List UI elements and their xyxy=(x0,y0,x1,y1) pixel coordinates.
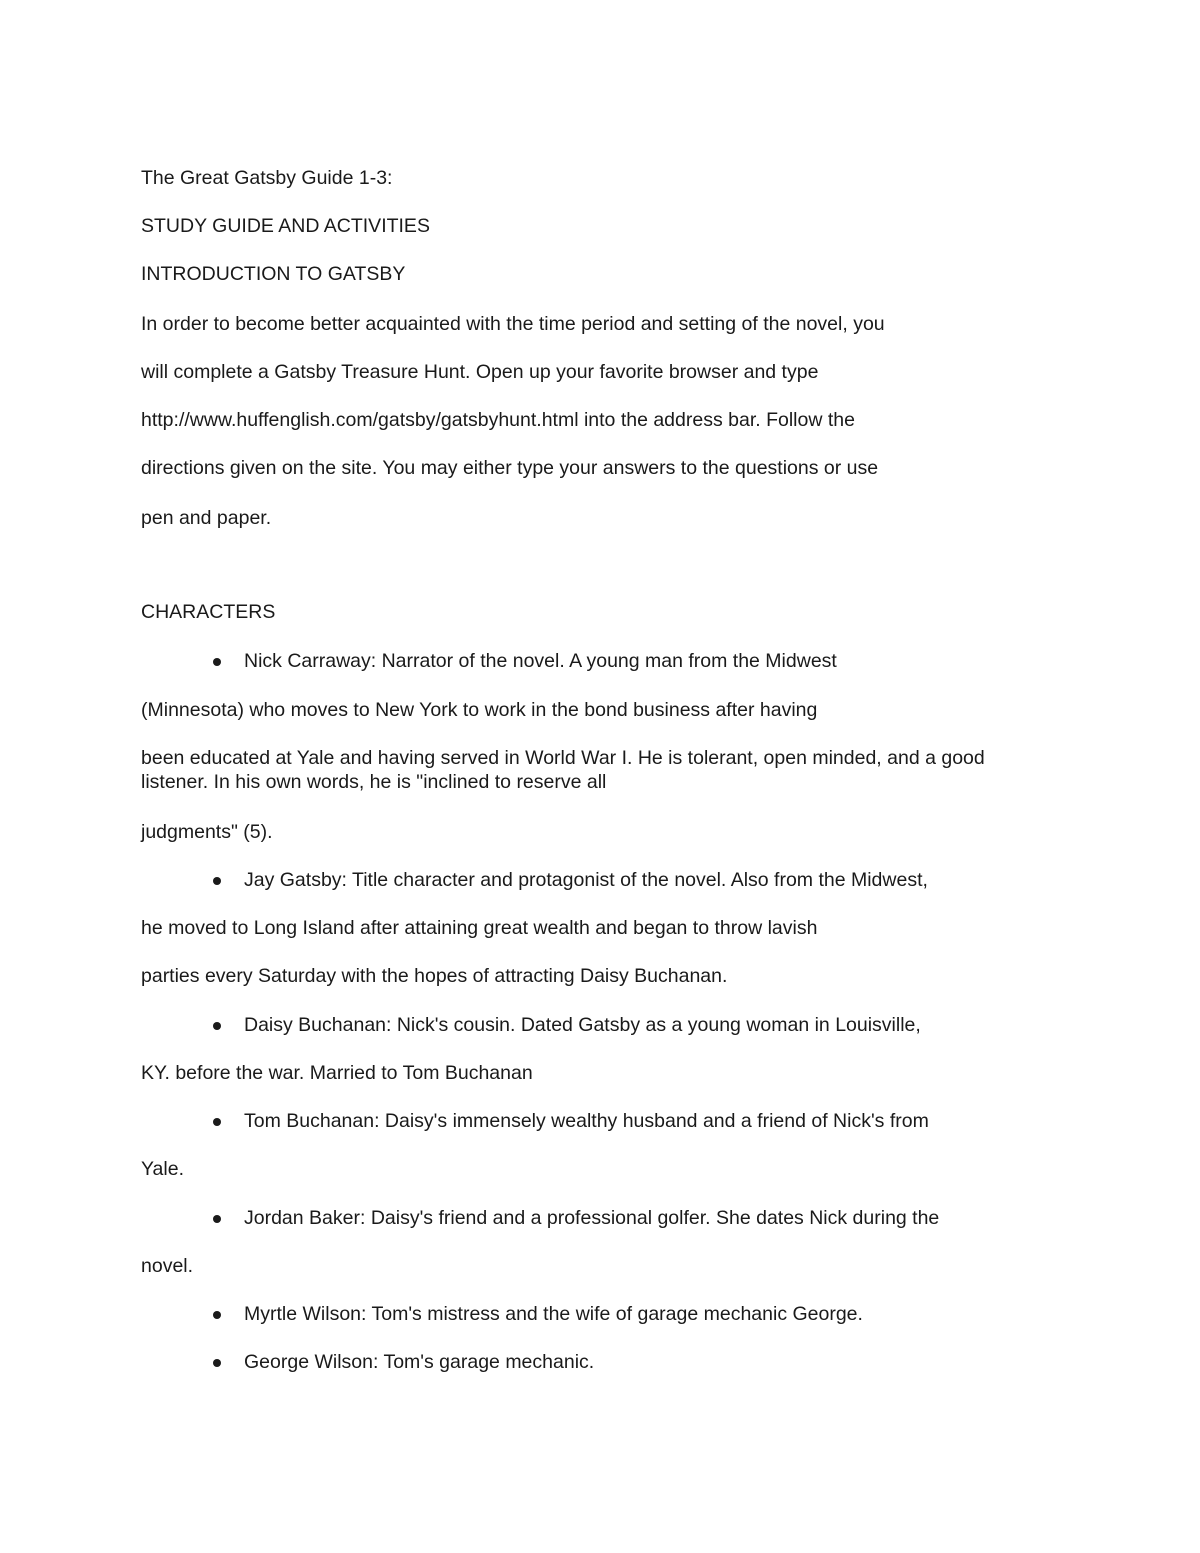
bullet-icon xyxy=(213,1311,221,1319)
bullet-icon xyxy=(213,1118,221,1126)
bullet-icon xyxy=(213,1215,221,1223)
intro-line: http://www.huffenglish.com/gatsby/gatsbyhunt.html into the address bar. Follow the xyxy=(141,409,855,431)
intro-line: In order to become better acquainted with the time period and setting of the novel, you xyxy=(141,313,885,335)
intro-line: directions given on the site. You may either type your answers to the questions or use xyxy=(141,457,879,479)
bullet-icon xyxy=(213,877,221,885)
character-entry-continuation: (Minnesota) who moves to New York to work in the bond business after having xyxy=(141,699,818,721)
bullet-icon xyxy=(213,658,221,666)
character-entry-continuation: judgments" (5). xyxy=(141,821,273,843)
bullet-icon xyxy=(213,1022,221,1030)
character-entry-continuation: parties every Saturday with the hopes of attracting Daisy Buchanan. xyxy=(141,965,728,987)
character-entry-continuation: KY. before the war. Married to Tom Buchanan xyxy=(141,1062,533,1084)
character-entry-continuation: Yale. xyxy=(141,1158,184,1180)
characters-heading: CHARACTERS xyxy=(141,601,276,623)
intro-line: will complete a Gatsby Treasure Hunt. Open up your favorite browser and type xyxy=(141,361,819,383)
character-entry: Daisy Buchanan: Nick's cousin. Dated Gatsby as a young woman in Louisville, xyxy=(244,1014,921,1036)
character-entry: Jordan Baker: Daisy's friend and a professional golfer. She dates Nick during the xyxy=(244,1207,940,1229)
intro-heading: INTRODUCTION TO GATSBY xyxy=(141,263,406,285)
character-entry: Jay Gatsby: Title character and protagonist of the novel. Also from the Midwest, xyxy=(244,869,928,891)
character-entry-continuation: been educated at Yale and having served in World War I. He is tolerant, open minded, and a good listener. In his own words, he is "inclined to reserve all xyxy=(141,747,985,793)
character-entry: Nick Carraway: Narrator of the novel. A young man from the Midwest xyxy=(244,650,837,672)
character-entry: Tom Buchanan: Daisy's immensely wealthy husband and a friend of Nick's from xyxy=(244,1110,929,1132)
character-entry-continuation: he moved to Long Island after attaining great wealth and began to throw lavish xyxy=(141,917,818,939)
character-entry: George Wilson: Tom's garage mechanic. xyxy=(244,1351,595,1373)
bullet-icon xyxy=(213,1359,221,1367)
intro-line: pen and paper. xyxy=(141,507,272,529)
character-entry: Myrtle Wilson: Tom's mistress and the wife of garage mechanic George. xyxy=(244,1303,863,1325)
document-title: The Great Gatsby Guide 1-3: xyxy=(141,167,393,189)
document-subtitle: STUDY GUIDE AND ACTIVITIES xyxy=(141,215,430,237)
character-entry-continuation: novel. xyxy=(141,1255,194,1277)
